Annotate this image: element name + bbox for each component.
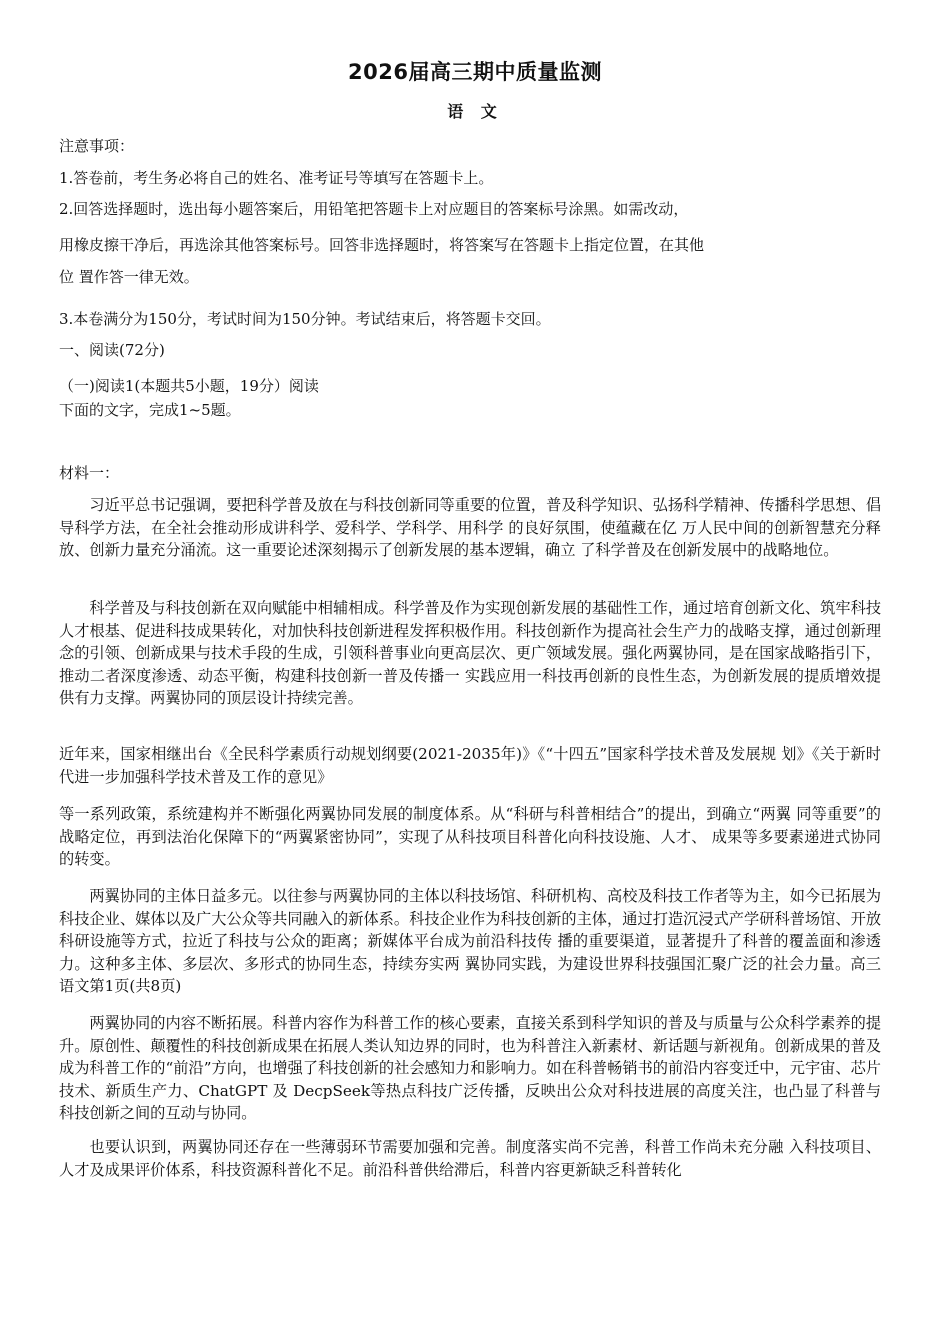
- material-paragraph-7: 也要认识到，两翼协同还存在一些薄弱环节需要加强和完善。制度落实尚不完善，科普工作尚未充分融 入科技项目、人才及成果评价体系，科技资源科普化不足。前沿科普供给滞后，科普内容更新缺乏科普转化: [59, 1138, 881, 1179]
- notice-item-1: 1.答卷前，考生务必将自己的姓名、准考证号等填写在答题卡上。: [59, 169, 494, 187]
- material-paragraph-2: 科学普及与科技创新在双向赋能中相辅相成。科学普及作为实现创新发展的基础性工作，通过培育创新文化、筑牢科技人才根基、促进科技成果转化，对加快科技创新进程发挥积极作用。科技创新作为提高社会生产力的战略支撑，通过创新理念的引领、创新成果与技术手段的生成，引领科普事业向更高层次、更广领域发展。强化两翼协同，是在国家战略指引下，推动二者深度渗透、动态平衡，构建科技创新一普及传播一 实践应用一科技再创新的良性生态，为创新发展的提质增效提供有力支撑。两翼协同的顶层设计持续完善。: [59, 599, 881, 707]
- material-paragraph-1: 习近平总书记强调，要把科学普及放在与科技创新同等重要的位置，普及科学知识、弘扬科学精神、传播科学思想、倡导科学方法，在全社会推动形成讲科学、爱科学、学科学、用科学 的良好氛围，使蕴藏在亿 万人民中间的创新智慧充分释放、创新力量充分涌流。这一重要论述深刻揭示了创新发展的基本逻辑，确立 了科学普及在创新发展中的战略地位。: [59, 496, 881, 559]
- sub-section-heading: （一)阅读1(本题共5小题，19分）阅读下面的文字，完成1~5题。: [59, 377, 319, 419]
- section-heading: 一、阅读(72分): [59, 341, 165, 359]
- notice-item-2-line-1: 2.回答选择题时，选出每小题答案后，用铅笔把答题卡上对应题目的答案标号涂黑。如需改动，: [59, 200, 689, 218]
- exam-title: 2026届高三期中质量监测: [348, 60, 602, 84]
- material-paragraph-4: 等一系列政策，系统建构并不断强化两翼协同发展的制度体系。从“科研与科普相结合”的提出，到确立“两翼 同等重要”的战略定位，再到法治化保障下的“两翼紧密协同”，实现了从科技项目科普化向科技设施、人才、 成果等多要素递进式协同的转变。: [59, 805, 881, 868]
- notice-item-3: 3.本卷满分为150分，考试时间为150分钟。考试结束后，将答题卡交回。: [59, 310, 551, 328]
- material-label: 材料一：: [59, 464, 120, 482]
- subject-title: 语 文: [447, 102, 503, 121]
- material-paragraph-5: 两翼协同的主体日益多元。以往参与两翼协同的主体以科技场馆、科研机构、高校及科技工作者等为主，如今已拓展为科技企业、媒体以及广大公众等共同融入的新体系。科技企业作为科技创新的主体，通过打造沉浸式产学研科普场馆、开放科研设施等方式，拉近了科技与公众的距离；新媒体平台成为前沿科技传 播的重要渠道，显著提升了科普的覆盖面和渗透力。这种多主体、多层次、多形式的协同生态，持续夯实两 翼协同实践，为建设世界科技强国汇聚广泛的社会力量。高三语文第1页(共8页): [59, 887, 881, 995]
- material-paragraph-6: 两翼协同的内容不断拓展。科普内容作为科普工作的核心要素，直接关系到科学知识的普及与质量与公众科学素养的提升。原创性、颠覆性的科技创新成果在拓展人类认知边界的同时，也为科普注入新素材、新话题与新视角。创新成果的普及成为科普工作的“前沿”方向，也增强了科技创新的社会感知力和影响力。如在科普畅销书的前沿内容变迁中，元宇宙、芯片技术、新质生产力、ChatGPT 及 DecpSeek等热点科技广泛传播，反映出公众对科技进展的高度关注，也凸显了科普与科技创新之间的互动与协同。: [59, 1014, 881, 1122]
- notice-heading: 注意事项：: [59, 137, 135, 155]
- notice-item-2-line-3: 位 置作答一律无效。: [59, 268, 199, 286]
- material-paragraph-3: 近年来，国家相继出台《全民科学素质行动规划纲要(2021-2035年)》《“十四五”国家科学技术普及发展规 划》《关于新时代进一步加强科学技术普及工作的意见》: [59, 745, 881, 786]
- notice-item-2-line-2: 用橡皮擦干净后，再选涂其他答案标号。回答非选择题时，将答案写在答题卡上指定位置，在其他: [59, 236, 705, 254]
